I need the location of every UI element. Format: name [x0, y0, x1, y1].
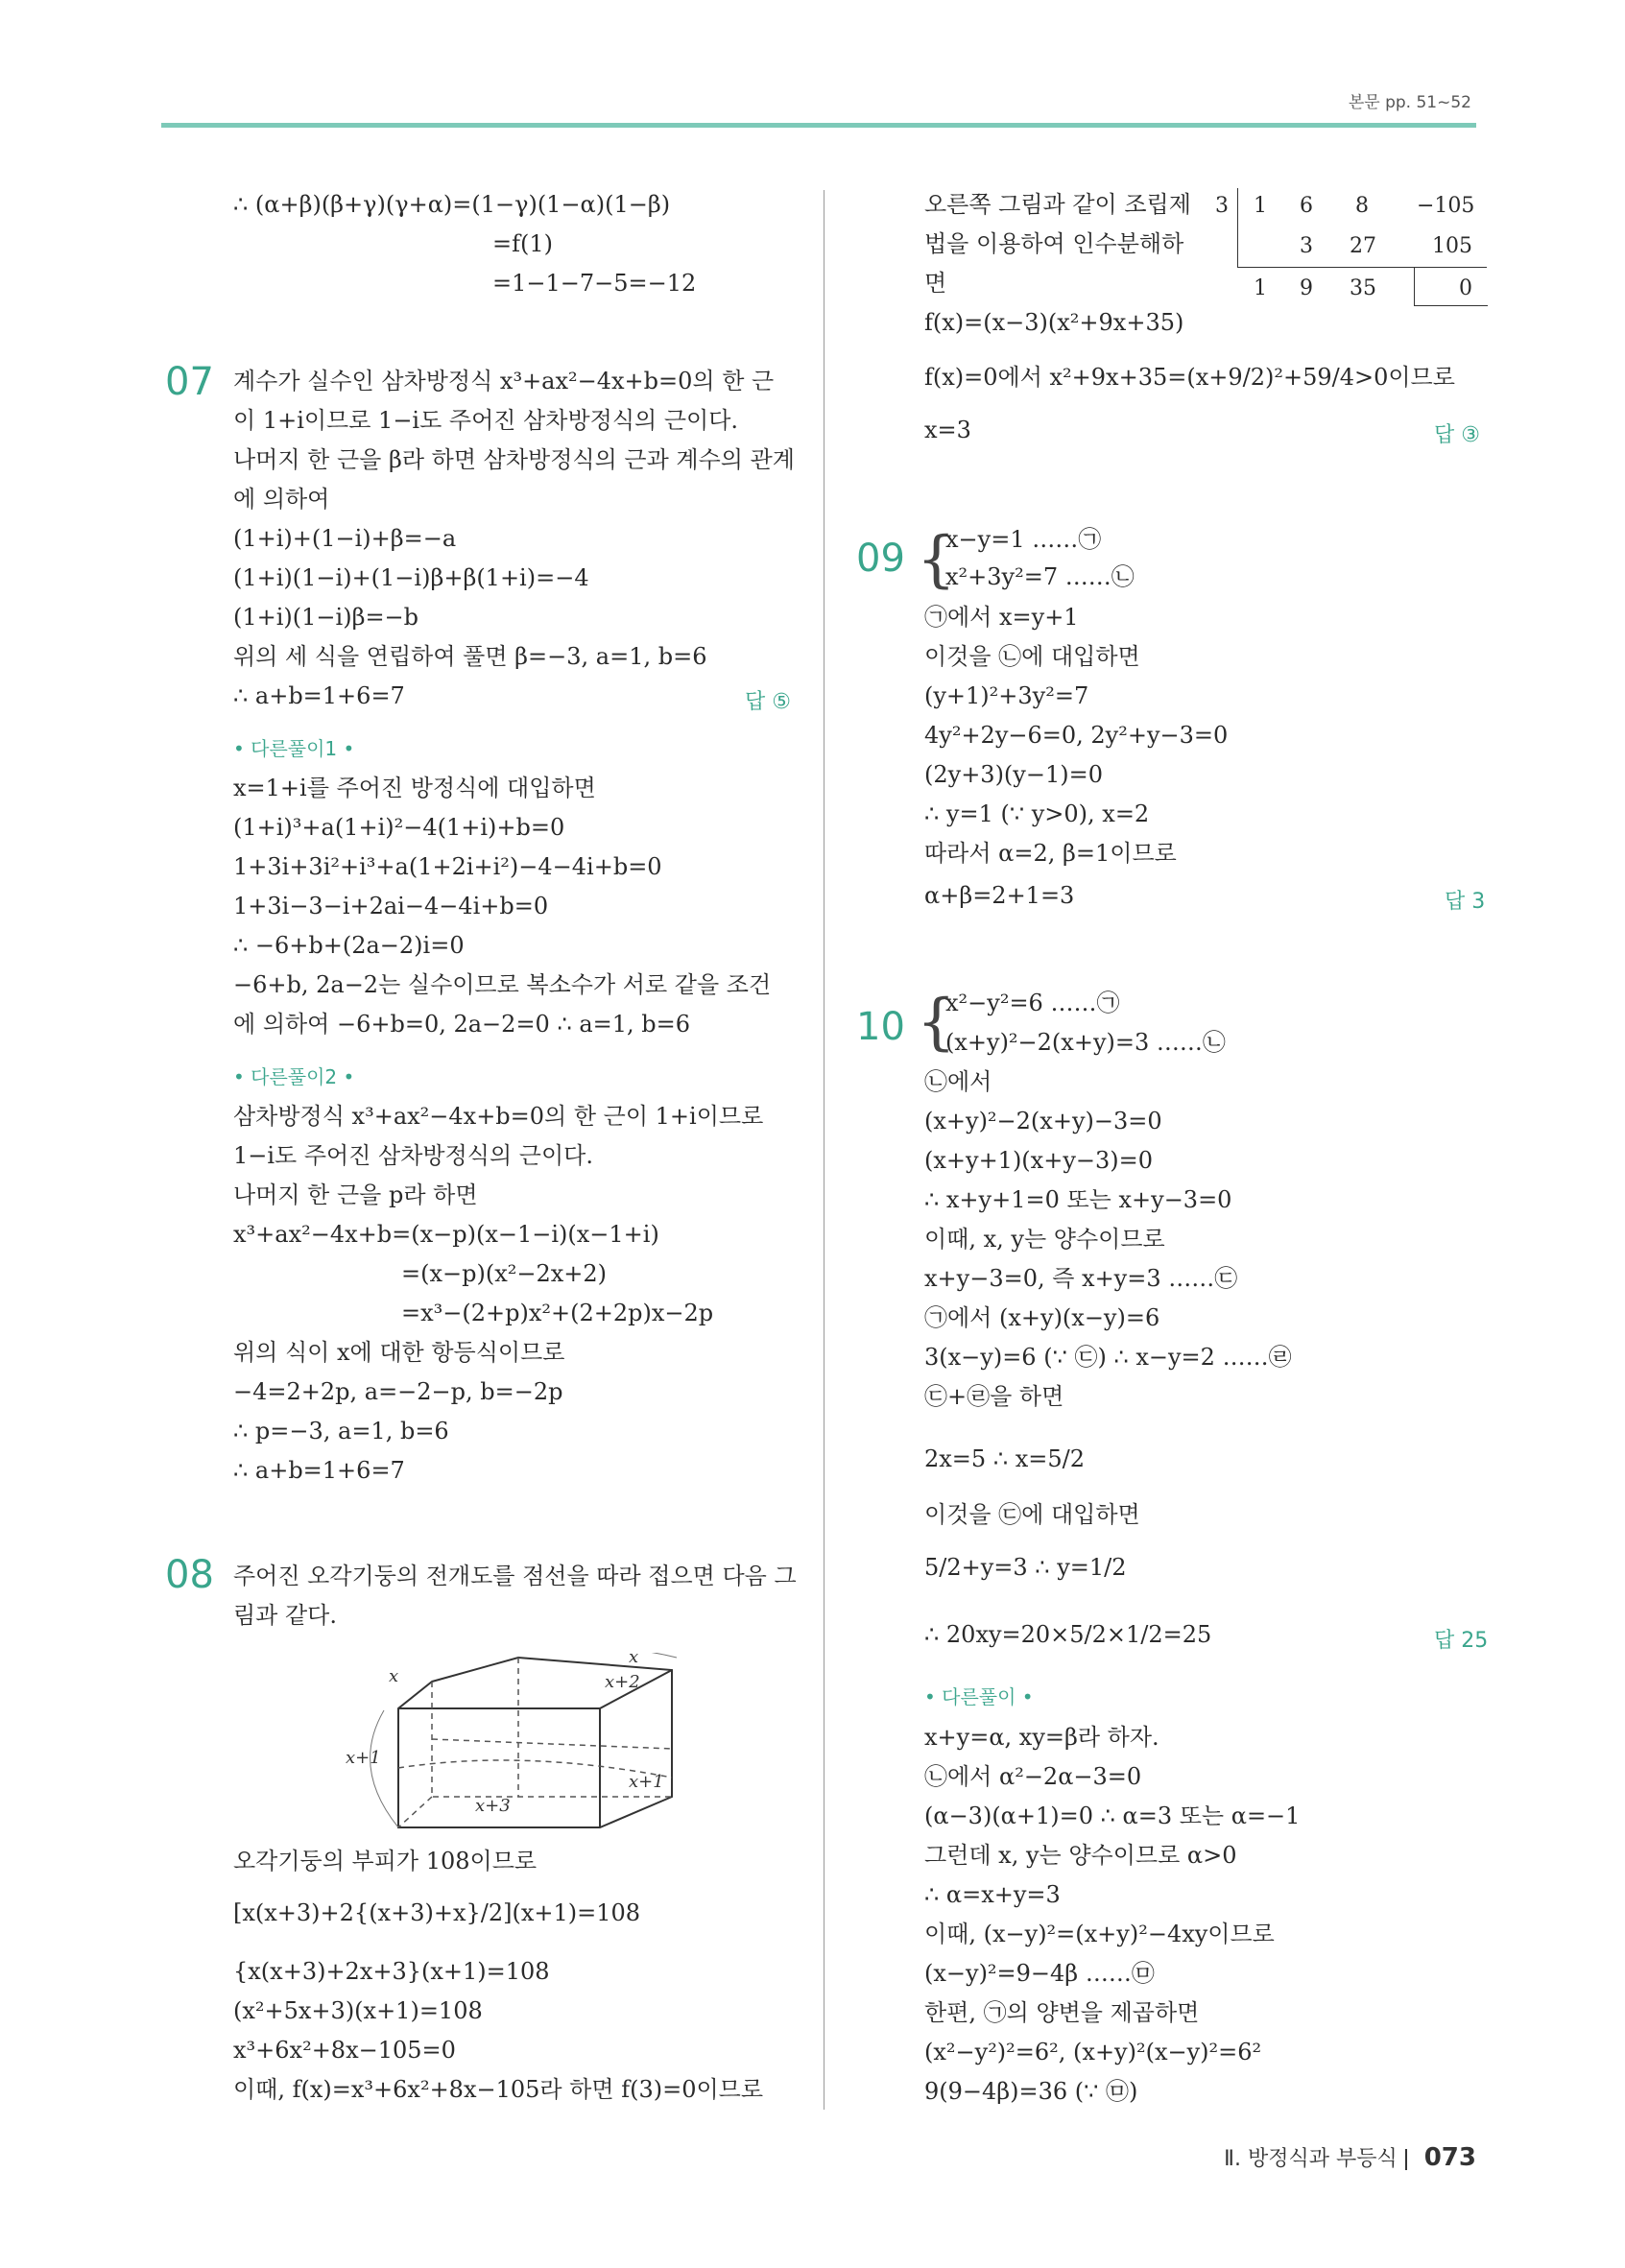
text-line: −6+b, 2a−2는 실수이므로 복소수가 서로 같을 조건 [233, 971, 772, 998]
text-line: (1+i)(1−i)+(1−i)β+β(1+i)=−4 [233, 564, 589, 591]
page-footer [1224, 2142, 1476, 2172]
text-line: 오각기둥의 부피가 108이므로 [233, 1848, 538, 1874]
text-line: 삼차방정식 x³+ax²−4x+b=0의 한 근이 1+i이므로 [233, 1103, 764, 1130]
synth-cell: 6 [1300, 194, 1313, 218]
text-line: 에 의하여 [233, 486, 330, 513]
figure-label: x [629, 1653, 639, 1667]
text-line: ㉠에서 x=y+1 [924, 604, 1079, 631]
answer-label: 답 ⑤ [745, 690, 791, 714]
header-rule [161, 123, 1476, 128]
text-line: x=1+i를 주어진 방정식에 대입하면 [233, 775, 596, 801]
text-line: x+y−3=0, 즉 x+y=3 ……㉢ [924, 1265, 1238, 1292]
text-line: =(x−p)(x²−2x+2) [401, 1260, 608, 1287]
synth-cell: 27 [1350, 234, 1376, 258]
figure-label: x+1 [629, 1772, 664, 1792]
synth-vline [1237, 188, 1238, 267]
text-line: ㉡에서 α²−2α−3=0 [924, 1763, 1142, 1790]
text-line: 이때, (x−y)²=(x+y)²−4xy이므로 [924, 1921, 1275, 1947]
text-line: x³+ax²−4x+b=(x−p)(x−1−i)(x−1+i) [233, 1221, 659, 1248]
text-line: =f(1) [492, 230, 553, 257]
text-line: 3(x−y)=6 (∵ ㉢) ∴ x−y=2 ……㉣ [924, 1344, 1292, 1371]
synth-cell: 0 [1459, 276, 1472, 300]
text-line: x+y=α, xy=β라 하자. [924, 1724, 1159, 1751]
text-line: f(x)=0에서 x²+9x+35=(x+9/2)²+59/4>0이므로 [924, 364, 1455, 391]
alt-solution-label: • 다른풀이1 • [233, 737, 355, 760]
synth-cell: −105 [1417, 194, 1475, 218]
synth-cell: 9 [1300, 276, 1313, 300]
text-line: α+β=2+1=3 [924, 882, 1075, 909]
text-line: ∴ a+b=1+6=7 [233, 1457, 405, 1484]
text-line: 에 의하여 −6+b=0, 2a−2=0 ∴ a=1, b=6 [233, 1011, 691, 1038]
text-line: 한편, ㉠의 양변을 제곱하면 [924, 1999, 1200, 2026]
text-line: x³+6x²+8x−105=0 [233, 2037, 456, 2064]
text-line: (2y+3)(y−1)=0 [924, 761, 1103, 788]
text-line: x²+3y²=7 ……㉡ [945, 563, 1135, 590]
synth-cell: 105 [1432, 234, 1472, 258]
text-line: 2x=5 ∴ x=5/2 [924, 1445, 1085, 1472]
text-line: ∴ y=1 (∵ y>0), x=2 [924, 800, 1150, 827]
text-line: 계수가 실수인 삼차방정식 x³+ax²−4x+b=0의 한 근 [233, 368, 775, 394]
text-line: 그런데 x, y는 양수이므로 α>0 [924, 1842, 1237, 1869]
figure-label: x [389, 1666, 399, 1686]
alt-solution-label: • 다른풀이 • [924, 1685, 1034, 1708]
text-line: =x³−(2+p)x²+(2+2p)x−2p [401, 1300, 714, 1326]
synth-cell: 3 [1300, 234, 1313, 258]
text-line: ∴ x+y+1=0 또는 x+y−3=0 [924, 1186, 1232, 1213]
text-line: ∴ a+b=1+6=7 [233, 682, 405, 709]
text-line: 9(9−4β)=36 (∵ ㉤) [924, 2078, 1138, 2105]
answer-label: 답 25 [1434, 1629, 1489, 1653]
alt-solution-label: • 다른풀이2 • [233, 1065, 355, 1088]
text-line: (α−3)(α+1)=0 ∴ α=3 또는 α=−1 [924, 1802, 1301, 1829]
text-line: 이것을 ㉡에 대입하면 [924, 643, 1140, 670]
text-line: ㉢+㉣을 하면 [924, 1383, 1064, 1410]
text-line: [x(x+3)+2{(x+3)+x}/2](x+1)=108 [233, 1899, 641, 1926]
text-line: 이 1+i이므로 1−i도 주어진 삼차방정식의 근이다. [233, 407, 739, 434]
text-line: ∴ −6+b+(2a−2)i=0 [233, 932, 465, 959]
answer-label: 답 3 [1445, 890, 1486, 914]
text-line: −4=2+2p, a=−2−p, b=−2p [233, 1378, 563, 1405]
synth-cell: 8 [1355, 194, 1369, 218]
text-line: 5/2+y=3 ∴ y=1/2 [924, 1554, 1127, 1581]
text-line: x−y=1 ……㉠ [945, 526, 1102, 553]
text-line: (1+i)+(1−i)+β=−a [233, 525, 457, 552]
text-line: 주어진 오각기둥의 전개도를 점선을 따라 접으면 다음 그 [233, 1563, 797, 1589]
text-line: 따라서 α=2, β=1이므로 [924, 840, 1177, 867]
text-line: 이것을 ㉢에 대입하면 [924, 1501, 1140, 1528]
section-title: Ⅱ. 방정식과 부등식 [1224, 2147, 1398, 2171]
text-line: 면 [924, 270, 947, 297]
text-line: 나머지 한 근을 β라 하면 삼차방정식의 근과 계수의 관계 [233, 446, 795, 473]
text-line: {x(x+3)+2x+3}(x+1)=108 [233, 1958, 550, 1985]
text-line: (x+y+1)(x+y−3)=0 [924, 1147, 1153, 1174]
text-line: 법을 이용하여 인수분해하 [924, 230, 1184, 257]
text-line: x²−y²=6 ……㉠ [945, 990, 1120, 1016]
text-line: ㉠에서 (x+y)(x−y)=6 [924, 1304, 1160, 1331]
problem-number: 07 [165, 360, 214, 404]
answer-label: 답 ③ [1434, 423, 1480, 447]
problem-number: 08 [165, 1553, 214, 1597]
synth-cell: 1 [1254, 276, 1267, 300]
synth-cell: 35 [1350, 276, 1376, 300]
text-line: (x−y)²=9−4β ……㉤ [924, 1960, 1155, 1987]
text-line: (x²+5x+3)(x+1)=108 [233, 1997, 483, 2024]
text-line: 림과 같다. [233, 1602, 337, 1629]
text-line: x=3 [924, 417, 971, 443]
text-line: 4y²+2y−6=0, 2y²+y−3=0 [924, 722, 1229, 749]
text-line: 오른쪽 그림과 같이 조립제 [924, 191, 1191, 218]
text-line: (1+i)(1−i)β=−b [233, 604, 419, 631]
page-number: 073 [1423, 2143, 1476, 2172]
text-line: ㉡에서 [924, 1068, 992, 1095]
text-line: ∴ 20xy=20×5/2×1/2=25 [924, 1621, 1212, 1648]
problem-number: 10 [856, 1005, 905, 1049]
text-line: (x+y)²−2(x+y)=3 ……㉡ [945, 1029, 1226, 1056]
synth-remainder-box [1414, 267, 1488, 306]
text-line: (x+y)²−2(x+y)−3=0 [924, 1108, 1162, 1134]
figure-label: x+1 [346, 1748, 381, 1768]
text-line: =1−1−7−5=−12 [492, 270, 697, 297]
text-line: 1+3i−3−i+2ai−4−4i+b=0 [233, 893, 549, 919]
text-line: (y+1)²+3y²=7 [924, 682, 1089, 709]
brace: { [917, 987, 956, 1058]
page-reference: 본문 pp. 51~52 [1348, 93, 1471, 112]
text-line: 위의 세 식을 연립하여 풀면 β=−3, a=1, b=6 [233, 643, 707, 670]
text-line: ∴ (α+β)(β+γ)(γ+α)=(1−γ)(1−α)(1−β) [233, 191, 671, 218]
text-line: 위의 식이 x에 대한 항등식이므로 [233, 1339, 565, 1366]
text-line: 1−i도 주어진 삼차방정식의 근이다. [233, 1142, 593, 1169]
prism-figure [341, 1653, 696, 1835]
text-line: (x²−y²)²=6², (x+y)²(x−y)²=6² [924, 2039, 1262, 2065]
text-line: 이때, x, y는 양수이므로 [924, 1226, 1165, 1253]
text-line: 나머지 한 근을 p라 하면 [233, 1182, 478, 1208]
text-line: (1+i)³+a(1+i)²−4(1+i)+b=0 [233, 814, 565, 841]
footer-divider [1405, 2149, 1407, 2170]
figure-label: x+2 [605, 1672, 640, 1692]
synth-cell: 1 [1254, 194, 1267, 218]
problem-number: 09 [856, 537, 905, 581]
text-line: 1+3i+3i²+i³+a(1+2i+i²)−4−4i+b=0 [233, 853, 662, 880]
brace: { [917, 524, 956, 595]
text-line: ∴ α=x+y=3 [924, 1881, 1061, 1908]
text-line: 이때, f(x)=x³+6x²+8x−105라 하면 f(3)=0이므로 [233, 2076, 764, 2103]
synth-divisor: 3 [1215, 194, 1229, 218]
figure-label: x+3 [475, 1796, 511, 1816]
text-line: ∴ p=−3, a=1, b=6 [233, 1418, 449, 1444]
text-line: f(x)=(x−3)(x²+9x+35) [924, 309, 1184, 336]
